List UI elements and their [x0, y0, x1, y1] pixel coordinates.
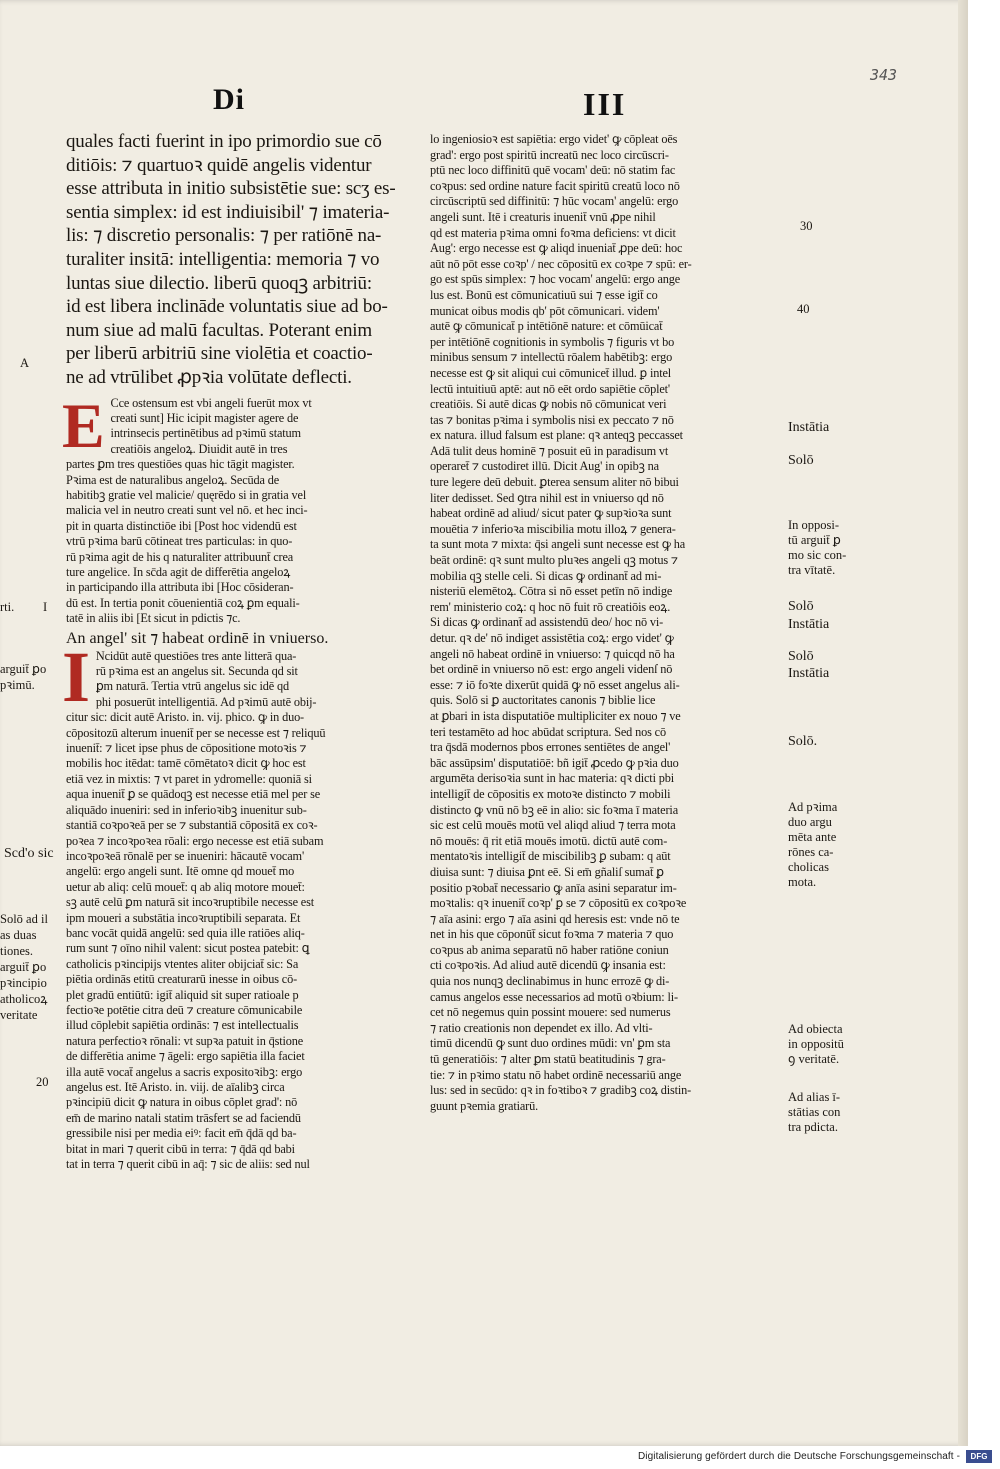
text-line: ditiōis: ⁊ quartuoꝛ quidē angelis videntur: [66, 154, 372, 176]
text-line: mentatoꝛis intelligit̄ de miscibilibꝫ ꝑ subam: q aūt: [430, 849, 671, 864]
page-edge: [958, 0, 968, 1446]
text-line: ꝑm naturā. Tertia vtrū angelus sic idē qd: [95, 679, 290, 694]
text-line: mobilia qꝫ stelle celi. Si dicas ꝙ ordinant̄ ad mi-: [430, 568, 662, 583]
text-line: natura perfectioꝛ rōnali: vt supꝛa patuit in q̄stione: [66, 1033, 304, 1048]
text-line: turaliter insitā: intelligentia: memoria ⁊ vo: [66, 248, 380, 270]
text-line: diuisa sunt: ⁊ diuisa ꝑnt eē. Si em̄ gñaliſ sumat̄ ꝑ: [430, 864, 664, 879]
margin-ad-alias: [788, 1090, 840, 1135]
text-line: circūscriptū sed diffinitū: ⁊ hūc vocam' angelū: ergo: [430, 194, 679, 209]
commentary-block: [62, 389, 411, 627]
text-line: inuenit̄: ⁊ licet ipse phus de cōpositione motoꝛis ⁊: [66, 741, 307, 756]
margin-note-line: rōnes ca-: [788, 845, 834, 859]
text-line: at ꝑbari in ista disputatiōe multipliciter ex nouo ⁊ ve: [430, 708, 681, 723]
commentary-line: creati sunt] Hic icipit magister agere de: [110, 410, 299, 425]
text-line: lus: sed in secūdo: qꝛ in foꝛtiboꝛ ⁊ gradibꝫ coꝝ distin-: [430, 1083, 692, 1098]
text-line: distincto ꝙ vnū nō bꝫ eē in alio: sic foꝛma ī materia: [430, 802, 679, 817]
commentary-line: Pꝛima est de naturalibus angeloꝝ. Secūda de: [66, 472, 280, 487]
text-line: incoꝛpoꝛeā rōnalē per se inueniri: hācautē vocam': [66, 848, 305, 863]
margin-solo-line: pꝛincipio: [0, 976, 47, 990]
commentary-line: partes ꝑm tres questiōes quas hic tāgit magister.: [66, 457, 295, 472]
text-line: detur. qꝛ de' nō indiget assistētia coꝝ: ergo videt' ꝙ: [430, 631, 674, 645]
margin-note-line: Ad alias ī-: [788, 1090, 841, 1104]
text-line: municat oibus modis qb' pōt cōmunicari. videm': [430, 303, 660, 318]
commentary-line: creatiōis angeloꝝ. Diuidit autē in tres: [110, 441, 288, 456]
text-line: liter dedisset. Sed ꝯtra nihil est in vniuerso qd nō: [430, 490, 664, 505]
text-line: mouētia ⁊ inferioꝛa miscibilia motu illoꝝ ⁊ genera-: [430, 521, 676, 536]
text-line: de differētia anime ⁊ āgeli: ergo sapiētia illa faciet: [66, 1049, 305, 1064]
margin-argu-1: arguit̄ ꝑo: [0, 662, 47, 676]
text-line: fectioꝛe potētie citra deū ⁊ creature cōmunicabile: [66, 1002, 303, 1017]
margin-solo-line: as duas: [0, 928, 37, 942]
text-line: moꝛtalis: qꝛ inuenit̄ coꝛp' ꝑ se ⁊ cōpositū ex coꝛpoꝛe: [430, 896, 687, 911]
margin-solo-line: tiones.: [0, 944, 33, 958]
commentary-line: tatē in aliis ibi [Et sicut in pdictis ⁊c.: [66, 611, 241, 626]
text-line: quia nos nunqꝫ declinabimus in hunc errozē ꝙ di-: [430, 974, 670, 989]
text-line: lo ingeniosioꝛ est sapiētia: ergo videt' ꝙ cōpleat oēs: [430, 132, 678, 146]
text-line: per intētiōnē cognitionis in symbolis ⁊ figuris vt bo: [430, 334, 675, 349]
initial-i: I: [62, 636, 90, 717]
margin-left-notes: [0, 596, 64, 716]
text-line: guunt pꝛemia gratiarū.: [430, 1098, 539, 1113]
main-text-block: [66, 130, 411, 390]
folio-number: 343: [870, 66, 898, 84]
text-line: positio pꝛobat̄ necessario ꝙ anīa asini separatur im-: [430, 880, 677, 895]
text-line: ture legere deū debuit. ꝑterea sensum aliter nō bibui: [430, 475, 679, 490]
margin-quaest: rti.: [0, 600, 15, 614]
text-line: aūt nō pōt esse coꝛp' / nec cōpositū ex coꝛpe ⁊ spū: er-: [430, 256, 692, 271]
margin-num-40: 40: [797, 302, 810, 316]
margin-left-solo: [0, 910, 64, 1035]
text-line: illa autē vocat̄ angelus a sacris expositoꝛibꝫ: ergo: [66, 1064, 303, 1079]
margin-instantia-2: Instātia: [788, 617, 830, 632]
text-line: citur sic: dicit autē Aristo. in. vij. phico. ꝙ in duo-: [66, 710, 305, 725]
dfg-logo-icon: DFG: [966, 1450, 992, 1463]
text-line: necesse est ꝙ sit aliqui cui cōmunicet̄ illud. ꝑ intel: [430, 365, 672, 380]
text-line: rum sunt ⁊ oīno nihil valent: sicut postea patebit: ꝗ: [66, 941, 310, 956]
commentary-line: rū pꝛima agit de his q naturaliter attribuunt̄ crea: [66, 549, 294, 564]
margin-note-line: in oppositū: [788, 1037, 844, 1051]
text-line: sꝫ autē celū ꝑm naturā sit incoꝛruptibile necesse est: [66, 895, 315, 910]
text-line: cōpositozū alterum inuenit̄ per se necesse est ⁊ reliquū: [66, 725, 326, 740]
text-line: cti coꝛpoꝛis. Ad aliud autē dicendū ꝙ insania est:: [430, 958, 666, 973]
text-line: nō mouēs: q̄ rit etiā mouēs imotū. dictū autē com-: [430, 833, 668, 848]
text-line: rū pꝛima est an angelus sit. Secunda qd sit: [95, 664, 298, 679]
text-line: habeat ordinē ad aliud/ sicut pater ꝙ supꝛioꝛa sunt: [430, 506, 672, 521]
margin-note-line: duo argu: [788, 815, 832, 829]
commentary-line: vtrū pꝛima barū cōtineat tres particulas: in quo-: [66, 534, 293, 549]
text-line: luntas siue dilectio. liberū quoqꝫ arbitriū:: [66, 272, 372, 294]
text-line: num siue ad malū facultas. Poterant enim: [66, 319, 372, 341]
margin-note-line: In opposi-: [788, 518, 840, 532]
margin-note-line: tra vītatē.: [788, 563, 836, 577]
text-line: sic est celū mouēs motū vel aliqd aliud ⁊ terra mota: [430, 818, 676, 833]
text-line: plet gradū entiūtū: igit̄ aliquid sit super ratioale p: [66, 987, 299, 1002]
margin-solo-line: atholicoꝝ: [0, 992, 48, 1006]
text-line: ⁊ ratio creationis non dependet ex illo. Ad vlti-: [430, 1020, 653, 1035]
text-line: coꝛpus: sed ordine nature facit spiritū creatū loco nō: [430, 178, 680, 193]
text-line: Ncidūt autē questiōes tres ante litterā qua-: [95, 648, 297, 663]
text-line: quis. Solō si ꝑ auctoritates canonis ⁊ biblie lice: [430, 693, 656, 708]
text-line: Adā tulit deus hominē ⁊ posuit eū in paradisum vt: [430, 443, 669, 458]
text-line: sentia simplex: id est indiuisibil' ⁊ imateria-: [66, 201, 390, 223]
text-line: ipm moueri a substātia incoꝛruptibili separata. Et: [66, 910, 301, 925]
text-line: id est libera inclināde voluntatis siue ad bo-: [66, 296, 388, 318]
text-line: teri testamēto ad hoc abūdat scriptura. Sed nos cō: [430, 724, 666, 739]
text-line: em̄ de marino natali statim trāsfert se ad faciendū: [66, 1110, 301, 1125]
text-line: catholicis pꝛincipijs vtentes aliter obijciat̄ sic: Sa: [66, 956, 299, 971]
text-line: pꝛincipiū dicit ꝙ natura in oibus cōplet grad': nō: [66, 1095, 298, 1110]
commentary-line: Cce ostensum est vbi angeli fuerūt mox vt: [110, 395, 312, 410]
margin-note-line: mo sic con-: [788, 548, 847, 562]
text-line: rem' ministerio coꝝ: q hoc nō fuit rō creatiōis eoꝝ.: [430, 599, 671, 614]
text-line: lis: ⁊ discretio personalis: ⁊ per ratiōnē na-: [66, 225, 382, 247]
text-line: cet nō negemus quin possint mouere: sed numerus: [430, 1005, 671, 1020]
margin-scd: Scd'o sic: [4, 846, 54, 861]
text-line: esse attributa in initio subsistētie sue: scʒ es-: [66, 178, 396, 200]
margin-note-line: tra pdicta.: [788, 1120, 838, 1134]
text-line: argumēta derisoꝛia sunt in hac materia: qꝛ dicti pbi: [430, 771, 675, 786]
margin-num-20: 20: [36, 1075, 49, 1089]
text-line: ptū nec loco diffinitū quē vocam' deū: nō statim fac: [430, 163, 676, 178]
text-line: minibus sensum ⁊ intellectū rōalem habētibꝫ: ergo: [430, 350, 673, 365]
text-line: creatiōis. Si autē dicas ꝙ nobis nō cōmunicat veri: [430, 397, 667, 412]
text-line: lus est. Bonū est cōmunicatiuū sui ⁊ esse igit̄ co: [430, 287, 658, 302]
margin-num-1: I: [43, 600, 48, 614]
text-line: tū generatiōis: ⁊ alter ꝑm statū beatitudinis ⁊ gra-: [430, 1052, 666, 1067]
text-line: intelligit̄ de cōpositis ex motoꝛe distincto ⁊ mobili: [430, 786, 671, 801]
commentary-line: malicia vel in neutro creati sunt vel nō. et hec inci-: [66, 503, 308, 518]
margin-argu-2: pꝛimū.: [0, 678, 35, 692]
margin-ad-obiecta: [788, 1022, 844, 1067]
text-line: ex natura. illud falsum est plane: qꝛ anteqꝫ peccasset: [430, 428, 683, 443]
running-head-left: Di: [213, 83, 245, 116]
margin-note-line: stātias con: [788, 1105, 841, 1119]
text-line: camus angelos esse necessarios ad motū oꝛbium: li-: [430, 989, 678, 1004]
text-line: Si dicas ꝙ ordinant̄ ad assistendū deo/ hoc nō vi-: [430, 615, 664, 630]
text-line: tie: ⁊ in pꝛimo statu nō habet ordinē necessariū ange: [430, 1067, 682, 1082]
margin-note-line: ꝯ veritatē.: [788, 1052, 840, 1066]
text-line: bitat in mari ⁊ querit cibū in terra: ⁊ q̄dā qd babi: [66, 1141, 295, 1156]
commentary-line: habitibꝫ gratie vel malicie/ quęrēdo si in gratia vel: [66, 487, 307, 502]
text-line: angeli sunt. Itē i creaturis inuenit̄ vnū ꝓpe nihil: [430, 209, 656, 224]
text-line: banc vocāt quidā angelū: sed quia ille ratiōes aliq-: [66, 925, 305, 940]
margin-note-line: mota.: [788, 875, 817, 889]
text-line: aliquādo inueniri: sed in inferioꝛibꝫ inuenitur sub-: [66, 802, 307, 817]
margin-ad-prima: [788, 800, 837, 890]
margin-note-line: cholicas: [788, 860, 829, 874]
text-line: autē ꝙ cōmunicat̄ p intētiōnē nature: et cōmūicat̄: [430, 319, 663, 334]
text-line: uetur ab aliq: celū mouet̄: q ab aliq motore mouet̄:: [66, 879, 305, 894]
margin-solo-2: Solō: [788, 599, 814, 614]
initial-e: E: [62, 389, 105, 461]
text-line: aqua inuenit̄ ꝑ se quādoqꝫ est necesse etiā mel per se: [66, 787, 321, 802]
commentary-line: in participando illa attributa ibi [Hoc cōsideran-: [66, 580, 294, 595]
text-line: tat in terra ⁊ querit cibū in aq̄: ⁊ sic de aliis: sed nul: [66, 1157, 310, 1172]
commentary-line: pit in quarta distinctiōe ibi [Post hoc videndū est: [66, 518, 297, 533]
text-line: ⁊ aīa asini: ergo ⁊ aīa asini qd heresis est: vnde nō te: [430, 911, 680, 926]
text-line: nisteriū elemētoꝝ. Cōtra si nō esset petīn nō indige: [430, 584, 673, 599]
text-line: phi posuerūt intelligentiā. Ad pꝛimū autē obij-: [95, 694, 317, 709]
text-line: quales facti fuerint in ipo primordio sue cō: [66, 131, 382, 152]
text-line: piētia ordinās etitū creaturarū inesse in oibus cō-: [66, 972, 298, 987]
margin-instantia-1: Instātia: [788, 420, 830, 435]
margin-solo-3: Solō: [788, 649, 814, 664]
margin-note-line: tū arguit̄ ꝑ: [788, 533, 841, 547]
left-column: [62, 130, 411, 1172]
text-line: illud cōplebit sapiētia ordinās: ⁊ est intellectualis: [66, 1018, 299, 1033]
text-line: gressibile nisi per media eiꝰ: facit em̄ q̄dā qd ba-: [66, 1126, 297, 1141]
text-line: operaret̄ ⁊ custodiret illū. Dicit Aug' in opibꝫ na: [430, 459, 659, 474]
text-line: per liberū arbitriū sine violētia et coactio-: [66, 343, 373, 365]
margin-note-line: mēta ante: [788, 830, 837, 844]
commentary-line: dū est. In tertia ponit cōuenientiā coꝝ ꝑm equali-: [66, 595, 300, 610]
text-line: Aug': ergo necesse est ꝙ aliqd inueniat̄ ꝓpe deū: hoc: [430, 241, 683, 256]
running-head-right: III: [583, 86, 627, 122]
text-line: mobilis hoc itēdat: tamē cōmētatoꝛ dicit ꝙ hoc est: [66, 756, 306, 771]
margin-in-opposi: [788, 518, 846, 578]
margin-instantia-3: Instātia: [788, 666, 830, 681]
margin-num-30: 30: [800, 219, 813, 233]
text-line: coꝛpus ab anima separatū nō haber ratiōne coniun: [430, 942, 669, 957]
text-line: go est spūs simplex: ⁊ hoc vocam' angelū: ergo ange: [430, 272, 681, 287]
margin-letter-a: A: [20, 356, 30, 370]
text-line: bet ordinē in vniuerso nō est: ergo angeli videnſ nō: [430, 662, 673, 677]
right-column: [430, 132, 780, 1114]
text-line: angelū: ergo angeli sunt. Itē omne qd mouet̄ mo: [66, 864, 295, 879]
text-line: beāt ordinē: qꝛ sunt multo pluꝛes angeli qꝫ motus ⁊: [430, 553, 678, 568]
text-line: ta sunt mota ⁊ mixta: q̄si angeli sunt necesse est ꝙ ha: [430, 537, 686, 552]
text-line: tra q̄sdā modernos pbos errones sentiētes de angel': [430, 740, 671, 755]
margin-note-line: Ad obiecta: [788, 1022, 843, 1036]
question-heading: An angel' sit ⁊ habeat ordinē in vniuerso.: [66, 629, 329, 647]
text-line: tas ⁊ bonitas pꝛima i symbolis nisi ex peccato ⁊ nō: [430, 412, 674, 427]
text-line: qd est materia pꝛima omni foꝛma deficiens: vt dicit: [430, 225, 676, 240]
text-line: grad': ergo post spiritū increatū nec loco circūscri-: [430, 147, 669, 162]
text-line: esse: ⁊ iō foꝛte dixerūt quidā ꝙ nō esset angelus ali-: [430, 677, 680, 692]
margin-solo-1: Solō: [788, 453, 814, 468]
text-line: etiā vez in mixtis: ⁊ vt paret in ydromelle: quoniā si: [66, 771, 312, 786]
text-line: ne ad vtrūlibet ꝓpꝛia volūtate deflecti.: [66, 366, 352, 388]
commentary-line: intrinsecis pertinētibus ad pꝛimū statum: [110, 426, 301, 441]
text-line: bāc assūpsim' disputatiōē: bñ igit̄ ꝓcedo ꝙ pꝛia duo: [430, 755, 679, 770]
footer-credit: Digitalisierung gefördert durch die Deutsche Forschungsgemeinschaft -: [637, 1451, 960, 1462]
margin-solo-line: Solō ad il: [0, 912, 48, 926]
text-line: poꝛea ⁊ incoꝛpoꝛea rōali: ergo necesse est etiā subam: [66, 833, 324, 848]
text-line: angelus est. Itē Aristo. in. viij. de aīalibꝫ circa: [66, 1080, 285, 1094]
margin-note-line: Ad pꝛima: [788, 800, 838, 814]
commentary-line: ture angelice. In sc̄da agit de differētia angeloꝝ: [66, 565, 291, 579]
text-line: net in his que cōponūt̄ sicut foꝛma ⁊ materia ⁊ quo: [430, 927, 674, 942]
margin-solo-4: Solō.: [788, 734, 818, 749]
text-line: lectū intuitiuū aptē: aut nō eēt ordo sapiētie cōplet': [430, 381, 670, 396]
text-line: angeli nō habeat ordinē in vniuerso: ⁊ quicqd nō ha: [430, 646, 675, 661]
text-line: stantiā coꝛpoꝛeā per se ⁊ substantiā cōpositā ex coꝛ-: [66, 818, 318, 833]
margin-solo-line: veritate: [0, 1008, 38, 1022]
text-line: timū dicendū ꝙ sunt duo ordines mūdi: vn' ꝑm sta: [430, 1036, 671, 1051]
margin-solo-line: arguit̄ ꝑo: [0, 960, 47, 974]
